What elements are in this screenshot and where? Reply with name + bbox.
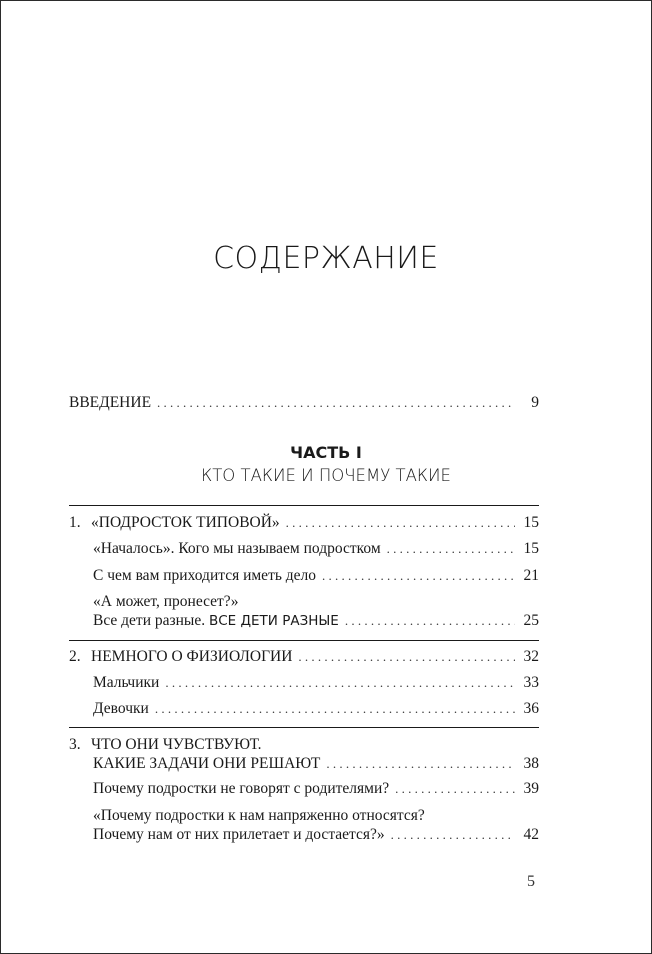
chapter-title: НЕМНОГО О ФИЗИОЛОГИИ	[91, 648, 293, 665]
section-page: 42	[523, 826, 539, 843]
section-title: Мальчики	[93, 674, 160, 691]
part-number: ЧАСТЬ I	[290, 443, 362, 462]
section-title-line1[interactable]: «Почему подростки к нам напряженно относятся?	[93, 807, 425, 824]
toc-section[interactable]	[93, 540, 539, 560]
toc-section[interactable]	[93, 780, 539, 800]
page-title: СОДЕРЖАНИЕ	[213, 241, 439, 276]
section-page: 39	[523, 780, 539, 797]
chapter-number: 3.	[69, 736, 81, 753]
toc-section[interactable]	[93, 826, 539, 846]
toc-entry-page: 9	[531, 394, 539, 411]
section-title-line2	[93, 612, 339, 630]
chapter-divider	[69, 727, 539, 728]
section-title-line2: Почему нам от них прилетает и достается?»	[93, 826, 385, 843]
section-title: Девочки	[93, 700, 149, 717]
section-page: 15	[523, 540, 539, 557]
section-title: «Началось». Кого мы называем подростком	[93, 540, 381, 557]
section-title: С чем вам приходится иметь дело	[93, 567, 317, 584]
toc-section[interactable]	[93, 612, 539, 632]
chapter-title-line1: ЧТО ОНИ ЧУВСТВУЮТ.	[91, 736, 262, 753]
dot-leader	[157, 395, 515, 411]
toc-section[interactable]	[93, 700, 539, 720]
toc-section[interactable]	[93, 674, 539, 694]
dot-leader	[326, 756, 515, 772]
dot-leader	[322, 568, 515, 584]
section-title-line1[interactable]: «А может, пронесет?»	[93, 593, 239, 610]
toc-entry-introduction[interactable]	[69, 394, 539, 414]
section-title-caps: ВСЕ ДЕТИ РАЗНЫЕ	[208, 613, 339, 629]
dot-leader	[395, 781, 515, 797]
chapter-page: 15	[523, 514, 539, 531]
chapter-page: 38	[523, 755, 539, 772]
toc-chapter-2[interactable]	[69, 648, 539, 668]
dot-leader	[391, 827, 515, 843]
page-number: 5	[527, 873, 535, 890]
dot-leader	[387, 541, 515, 557]
section-title: Почему подростки не говорят с родителями?	[93, 780, 390, 797]
dot-leader	[165, 675, 515, 691]
chapter-divider	[69, 640, 539, 641]
chapter-title-line2: КАКИЕ ЗАДАЧИ ОНИ РЕШАЮТ	[93, 755, 321, 772]
chapter-page: 32	[523, 648, 539, 665]
chapter-number: 1.	[69, 514, 81, 531]
dot-leader	[286, 515, 515, 531]
chapter-title: «ПОДРОСТОК ТИПОВОЙ»	[91, 514, 280, 531]
section-page: 25	[523, 612, 539, 629]
toc-section[interactable]	[93, 567, 539, 587]
dot-leader	[345, 613, 515, 629]
dot-leader	[155, 701, 515, 717]
section-page: 36	[523, 700, 539, 717]
toc-chapter-1[interactable]	[69, 514, 539, 534]
toc-chapter-3[interactable]	[93, 755, 539, 775]
section-page: 21	[523, 567, 539, 584]
toc-chapter-3-line1[interactable]	[69, 736, 261, 754]
chapter-number: 2.	[69, 648, 81, 665]
section-title-part: Все дети разные.	[93, 612, 209, 629]
chapter-divider	[69, 505, 539, 506]
toc-entry-label: ВВЕДЕНИЕ	[69, 394, 152, 411]
part-subtitle: КТО ТАКИЕ И ПОЧЕМУ ТАКИЕ	[201, 466, 451, 485]
dot-leader	[298, 649, 515, 665]
section-page: 33	[523, 674, 539, 691]
